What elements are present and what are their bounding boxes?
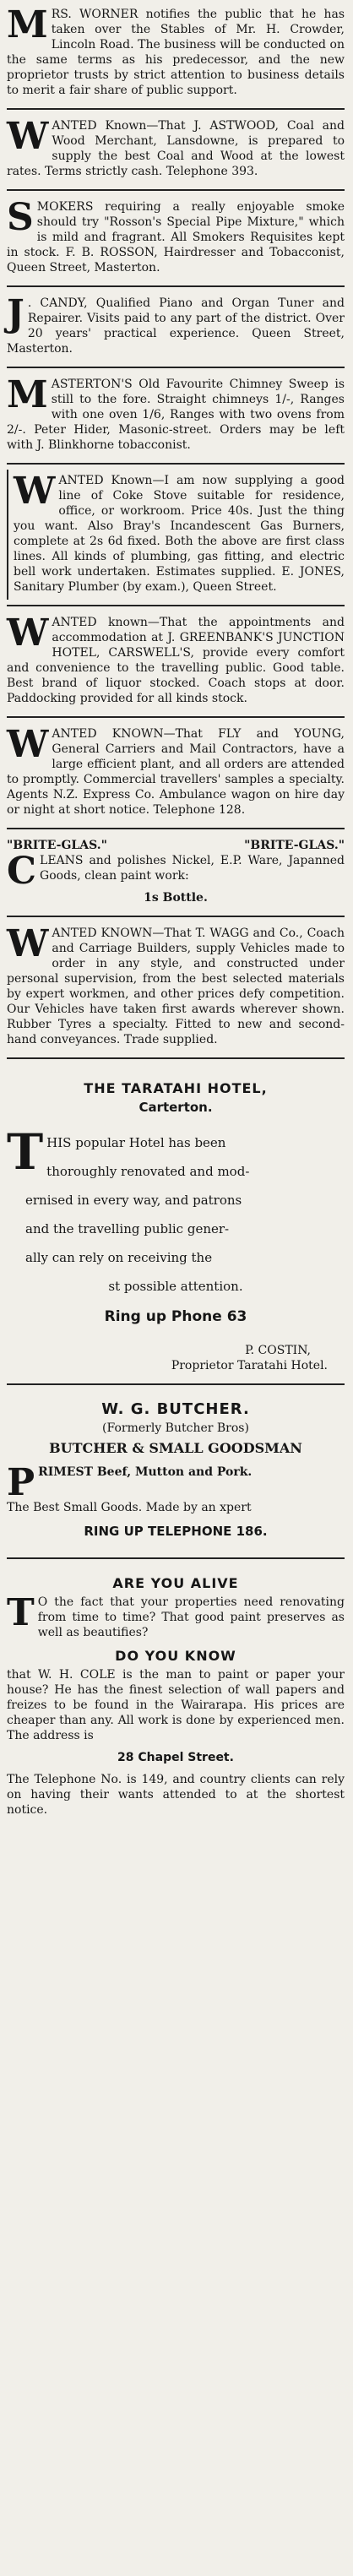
cole-body-2: that W. H. COLE is the man to paint or paper your house? He has the finest selection of wall papers and freizes to be found in the Wairarapa. His prices are cheaper than any. All work is done by experienced men. The address is bbox=[7, 1668, 345, 1742]
ad-body: RIMEST Beef, Mutton and Pork. bbox=[38, 1465, 253, 1479]
drop-cap: W bbox=[7, 611, 49, 655]
ad-rosson bbox=[7, 196, 345, 280]
drop-cap: W bbox=[7, 115, 49, 158]
ad-body: ANTED KNOWN—That T. WAGG and Co., Coach and Carriage Builders, supply Vehicles made to order in any style, and constructed under personal supervision, from the best selected materials by expert workmen, and other prices defy competition. Our Vehicles have taken first awards wherever shown. Rubber Tyres a specialty. Fitted to new and second-hand conveyances. Trade supplied. bbox=[7, 927, 345, 1046]
brite-heading-left: "BRITE-GLAS." bbox=[7, 839, 107, 852]
drop-cap: M bbox=[7, 373, 48, 416]
ad-candy bbox=[7, 292, 345, 361]
price: 1s Bottle. bbox=[144, 891, 208, 905]
drop-cap: C bbox=[7, 850, 37, 893]
ad-astwood bbox=[7, 115, 345, 184]
ad-taratahi-hotel bbox=[7, 1064, 345, 1378]
ad-greenbank bbox=[7, 611, 345, 711]
ad-body: O the fact that your properties need renovating from time to time? That good paint preserves as well as beautifies? bbox=[37, 1595, 345, 1639]
ad-body: ANTED KNOWN—That FLY and YOUNG, General Carriers and Mail Contractors, have a large efficient plant, and all orders are attended to promptly. Commercial travellers' samples a specialty. Agents N.Z. Express Co. Ambulance wagon on hire day or night at short notice. Telephone 128. bbox=[7, 727, 345, 817]
drop-cap: J bbox=[7, 292, 24, 335]
divider bbox=[7, 828, 345, 829]
drop-cap: P bbox=[7, 1461, 35, 1504]
cole-heading-1: ARE YOU ALIVE bbox=[112, 1575, 239, 1591]
hotel-line: ernised in every way, and patrons bbox=[25, 1193, 242, 1208]
divider bbox=[7, 716, 345, 718]
divider bbox=[7, 367, 345, 368]
drop-cap: S bbox=[7, 196, 34, 239]
cole-heading-2: DO YOU KNOW bbox=[115, 1648, 236, 1664]
ad-body: LEANS and polishes Nickel, E.P. Ware, Japanned Goods, clean paint work: bbox=[40, 854, 345, 883]
ad-body: ANTED Known—I am now supplying a good line of Coke Stove suitable for residence, office, or workroom. Price 40s. Just the thing you want. Also Bray's Incandescent Gas Burners, complete at 2s 6d fixed. Both the above are first class lines. All kinds of plumbing, gas fitting, and electric bell work undertaken. Estimates supplied. E. JONES, Sanitary Plumber (by exam.), Queen Street. bbox=[14, 474, 345, 594]
divider bbox=[7, 285, 345, 287]
hotel-line: ally can rely on receiving the bbox=[25, 1250, 213, 1265]
ad-heading bbox=[7, 838, 345, 853]
divider bbox=[7, 108, 345, 110]
hotel-signer: P. COSTIN, bbox=[245, 1344, 311, 1357]
divider bbox=[7, 916, 345, 917]
divider bbox=[7, 1383, 345, 1385]
cole-body-3: The Telephone No. is 149, and country clients can rely on having their wants attended to at the shortest notice. bbox=[7, 1773, 345, 1817]
ad-wagg bbox=[7, 922, 345, 1052]
divider bbox=[7, 605, 345, 606]
brite-heading-right: "BRITE-GLAS." bbox=[244, 839, 345, 852]
hotel-signer-title: Proprietor Taratahi Hotel. bbox=[171, 1359, 328, 1372]
butcher-phone: RING UP TELEPHONE 186. bbox=[84, 1524, 268, 1539]
butcher-title: W. G. BUTCHER. bbox=[101, 1400, 250, 1418]
ad-body: ANTED Known—That J. ASTWOOD, Coal and Wood Merchant, Lansdowne, is prepared to supply the best Coal and Wood at the lowest rates. Terms strictly cash. Telephone 393. bbox=[7, 119, 345, 178]
ad-fly-young bbox=[7, 723, 345, 823]
hotel-line: thoroughly renovated and mod- bbox=[46, 1164, 250, 1179]
hotel-phone: Ring up Phone 63 bbox=[104, 1308, 247, 1325]
ad-jones bbox=[7, 470, 345, 600]
divider bbox=[7, 463, 345, 465]
hotel-body bbox=[7, 1123, 345, 1301]
drop-cap: W bbox=[7, 723, 49, 766]
divider bbox=[7, 1557, 345, 1559]
ad-brite-glas bbox=[7, 834, 345, 910]
hotel-line: st possible attention. bbox=[108, 1279, 243, 1294]
ad-worner bbox=[7, 3, 345, 103]
hotel-line: and the travelling public gener- bbox=[25, 1221, 230, 1236]
ad-body: ASTERTON'S Old Favourite Chimney Sweep is still to the fore. Straight chimneys 1/-, Ranges with one oven 1/6, Ranges with two ovens from 2/-. Peter Hider, Masonic-street. Orders may be left with J. Blinkhorne tobacconist. bbox=[7, 378, 345, 452]
drop-cap: W bbox=[14, 470, 56, 513]
drop-cap: M bbox=[7, 3, 48, 46]
ad-sweep bbox=[7, 373, 345, 458]
ad-butcher bbox=[7, 1390, 345, 1552]
hotel-line: HIS popular Hotel has been bbox=[46, 1135, 226, 1150]
divider bbox=[7, 189, 345, 191]
cole-address: 28 Chapel Street. bbox=[117, 1751, 234, 1764]
drop-cap: T bbox=[7, 1123, 44, 1181]
hotel-place: Carterton. bbox=[138, 1100, 213, 1115]
butcher-body-2: The Best Small Goods. Made by an xpert bbox=[7, 1501, 252, 1514]
hotel-title: THE TARATAHI HOTEL, bbox=[84, 1080, 268, 1096]
spacer bbox=[7, 1333, 345, 1343]
ad-body: ANTED known—That the appointments and accommodation at J. GREENBANK'S JUNCTION HOTEL, CARSWELL'S, provide every comfort and convenience to the travelling public. Good table. Best brand of liquor stocked. Coach stops at door. Paddocking provided for all kinds stock. bbox=[7, 616, 345, 705]
ad-body: . CANDY, Qualified Piano and Organ Tuner and Repairer. Visits paid to any part of the district. Over 20 years' practical experience. Queen Street, Masterton. bbox=[7, 296, 345, 356]
ad-cole bbox=[7, 1564, 345, 1823]
divider bbox=[7, 1057, 345, 1059]
ad-body: RS. WORNER notifies the public that he has taken over the Stables of Mr. H. Crowder, Lincoln Road. The business will be conducted on the same terms as his predecessor, and the new proprietor trusts by strict attention to business details to merit a fair share of public support. bbox=[7, 8, 345, 97]
butcher-trade: BUTCHER & SMALL GOODSMAN bbox=[49, 1440, 302, 1456]
drop-cap: W bbox=[7, 922, 49, 965]
drop-cap: T bbox=[7, 1591, 35, 1634]
ad-body: MOKERS requiring a really enjoyable smoke should try "Rosson's Special Pipe Mixture," which is mild and fragrant. All Smokers Requisites kept in stock. F. B. ROSSON, Hairdresser and Tobacconist, Queen Street, Masterton. bbox=[7, 200, 345, 274]
butcher-former: (Formerly Butcher Bros) bbox=[102, 1421, 249, 1435]
